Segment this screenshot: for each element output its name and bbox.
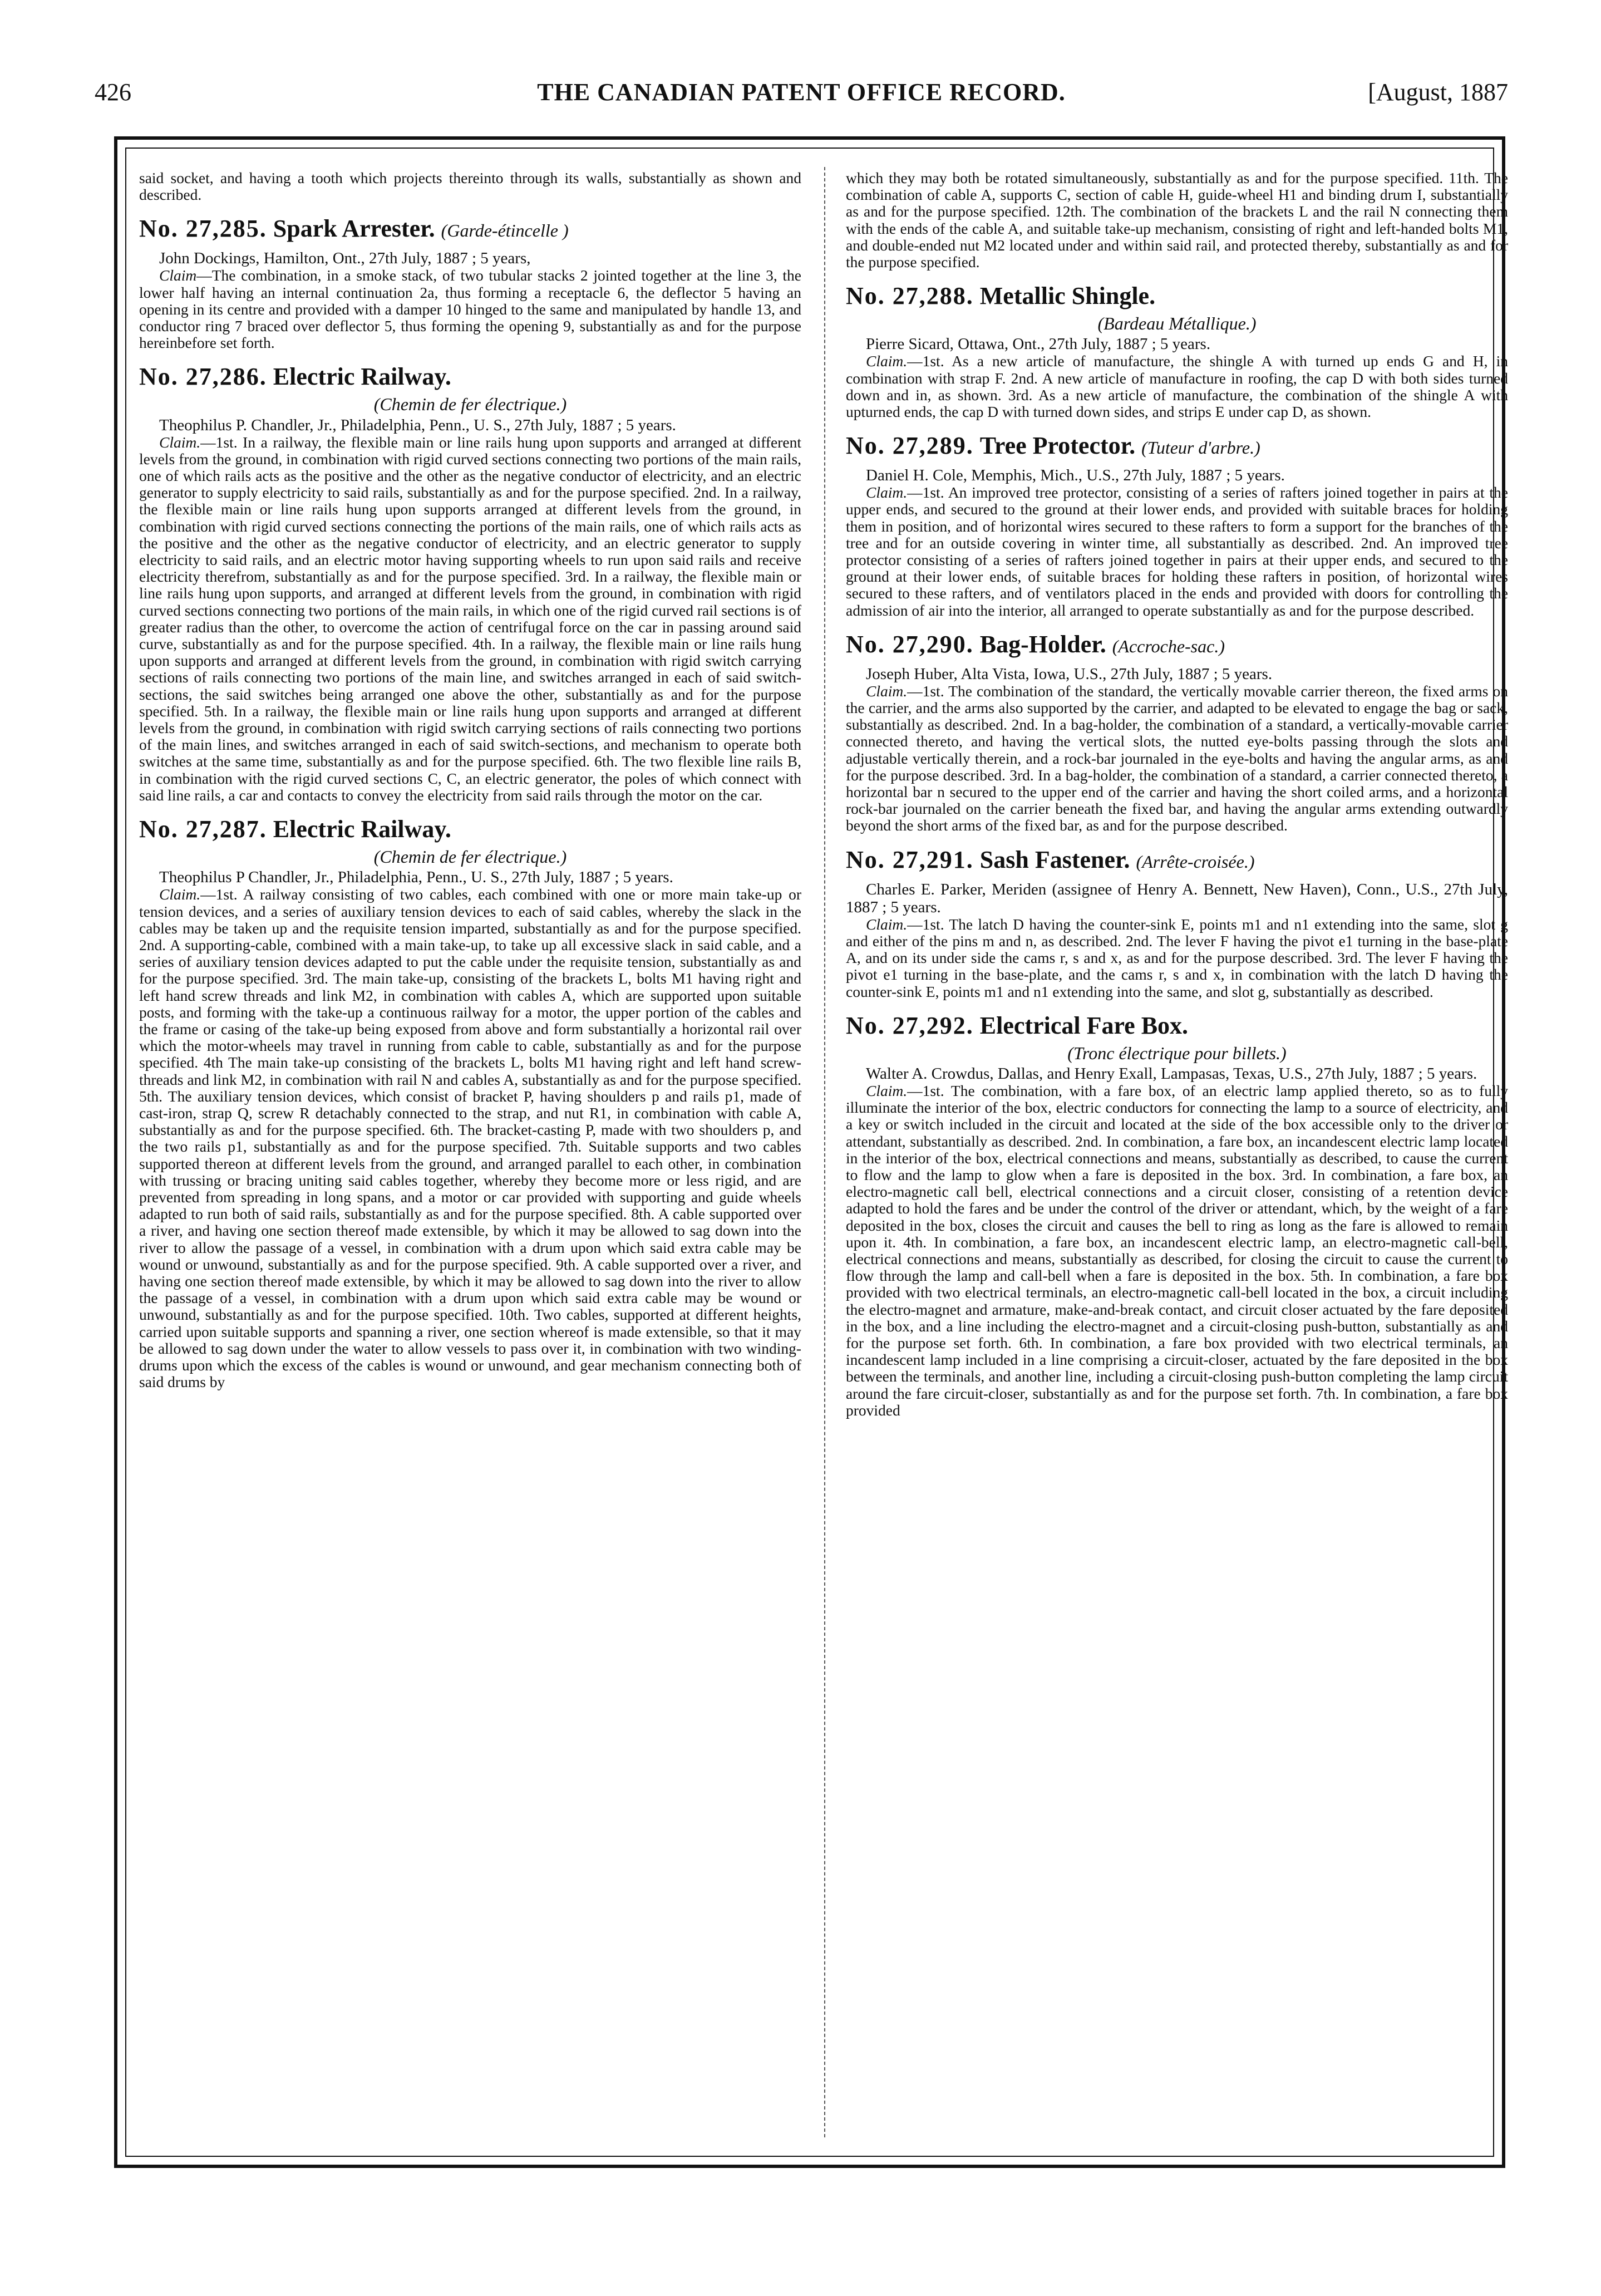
french-title: (Chemin de fer électrique.) — [373, 394, 567, 415]
right-column — [846, 170, 1508, 2135]
patent-title: Electric Railway. — [273, 815, 451, 843]
applicant: John Dockings, Hamilton, Ont., 27th July, 1887 ; 5 years, — [159, 249, 531, 268]
patent-entry — [846, 631, 1508, 834]
page-number: 426 — [95, 78, 131, 106]
claim-label: Claim. — [159, 886, 201, 903]
claim-body: —1st. The combination of the standard, the vertically movable carrier thereon, the fixed arms on the carrier, and the arms also supported by the carrier, and adapted to be elevated to engage the bag or sack, substantially as described. 2nd. In a bag-holder, the combination of a standard, a vertically-movable carrier connected thereto, and having the vertical slots, the nutted eye-bolts passing through the slots and adjustable vertically therein, and a rock-bar journaled in the eye-bolts and having the angular arms, as and for the purpose described. 3rd. In a bag-holder, the combination of a standard, a carrier connected thereto, a horizontal bar n secured to the upper end of the carrier and having the short coiled arms, and a horizontal rock-bar journaled on the carrier beneath the fixed bar, and having the angular arms extending outwardly beyond the short arms of the fixed bar, as and for the purpose described. — [846, 682, 1508, 834]
entry-heading — [846, 631, 1508, 660]
claim-body: —1st. In a railway, the flexible main or line rails hung upon supports and arranged at different levels from the ground, in combination with rigid curved sections connecting two portions of the main rails, one of which rails acts as the positive and the other as the negative conductor of electricity, and an electric generator to supply electricity to said rails, substantially as and for the purpose specified. 2nd. In a railway, the flexible main or line rails hung upon supports arranged at different levels from the ground, in combination with rigid curved sections connecting the portions of the main rails, one of which rails acts as the positive and the other as the negative conductor of electricity, and an electric generator to supply electricity to said rails, and an electric motor having supporting wheels to run upon said rails and receive electricity therefrom, substantially as and for the purpose specified. 3rd. In a railway, the flexible main or line rails hung upon supports, and arranged at different levels from the ground, in combination with rigid curved sections connecting two portions of the main rails, in which one of the rigid curved rail sections is of greater radius than the other, to overcome the action of centrifugal force on the car in passing around said curve, substantially as and for the purpose specified. 4th. In a railway, the flexible main or line rails hung upon supports and arranged at different levels from the ground, in combination with rigid switch carrying sections of rails connecting two portions of the main line, and switches arranged in each of said switch-sections, the said switches being arranged one above the other, substantially as and for the purpose specified. 5th. In a railway, the flexible main or line rails hung upon supports and arranged at different levels from the ground, in combination with rigid switch carrying sections of rails connecting two portions of the main lines, and switches arranged in each of said switch-sections, and mechanism to operate both switches at the same time, substantially as and for the purpose specified. 6th. The two flexible line rails B, in combination with the rigid curved sections C, C, an electric generator, the poles of which connect with said line rails, a car and contacts to convey the electricity from said rails through the motor on the car. — [139, 433, 801, 804]
patent-number: No. 27,289. — [846, 432, 974, 460]
patent-number: No. 27,286. — [139, 363, 267, 391]
patent-entry — [139, 363, 801, 804]
french-title: (Tuteur d'arbre.) — [1141, 437, 1260, 458]
claim-body: —The combination, in a smoke stack, of two tubular stacks 2 jointed together at the line 3, the lower half having an internal continuation 2a, thus forming a receptacle 6, the deflector 5 having an opening in its centre and provided with a damper 10 hinged to the same and manipulated by handle 13, and conductor ring 7 braced over deflector 5, thus forming the opening 9, substantially as and for the purpose hereinbefore set forth. — [139, 267, 801, 352]
applicant: Walter A. Crowdus, Dallas, and Henry Exall, Lampasas, Texas, U.S., 27th July, 1887 ; 5 years. — [866, 1064, 1477, 1083]
column-divider — [824, 167, 825, 2137]
entry-heading — [139, 363, 801, 390]
claim-text — [846, 353, 1508, 420]
patent-entry — [846, 283, 1508, 420]
french-title: (Chemin de fer électrique.) — [373, 847, 567, 867]
claim-body: —1st. The latch D having the counter-sink E, points m1 and n1 extending into the same, slot g and either of the pins m and n, as described. 2nd. The lever F having the pivot e1 turning in the base-plate A, and on its under side the cams r, s and x, as and for the purpose described. 3rd. The lever F having the pivot e1 turning in the base-plate, and the cams r, s and x, in combination with the latch D having the counter-sink E, points m1 and n1 extending into the same, and slot g, substantially as described. — [846, 915, 1508, 1000]
patent-number: No. 27,291. — [846, 845, 974, 873]
claim-label: Claim — [159, 267, 197, 284]
french-title: (Tronc électrique pour billets.) — [1067, 1043, 1287, 1063]
claim-body: —1st. As a new article of manufacture, the shingle A with turned up ends G and H, in combination with strap F. 2nd. A new article of manufacture in roofing, the cap D with both sides turned down and in, as shown. 3rd. As a new article of manufacture, the combination of the shingle A with upturned ends, the cap D with turned down sides, and strips E under cap D, as shown. — [846, 352, 1508, 421]
patent-title: Metallic Shingle. — [979, 282, 1156, 310]
publication-title: THE CANADIAN PATENT OFFICE RECORD. — [537, 78, 1066, 106]
french-title: (Arrête-croisée.) — [1136, 851, 1255, 872]
entry-heading — [139, 816, 801, 843]
claim-text — [139, 434, 801, 804]
claim-label: Claim. — [866, 1081, 908, 1099]
patent-title: Sash Fastener. — [979, 845, 1130, 873]
french-title: (Garde-étincelle ) — [441, 220, 569, 241]
continuation-text: which they may both be rotated simultaneously, substantially as and for the purpose specified. 11th. The combination of cable A, supports C, section of cable H, guide-wheel H1 and binding drum I, substantially as and for the purpose specified. 12th. The combination of the brackets L and the rail N connecting them with the ends of the cable A, and suitable take-up mechanism, consisting of right and left-handed bolts M1, and double-ended nut M2 located under and within said rail, and protected thereby, substantially as and for the purpose specified. — [846, 170, 1508, 271]
patent-entry — [139, 816, 801, 1390]
claim-label: Claim. — [866, 484, 908, 502]
issue-date: [August, 1887 — [1368, 78, 1508, 106]
claim-text — [846, 683, 1508, 834]
claim-text — [139, 267, 801, 351]
patent-entry — [846, 1012, 1508, 1419]
patent-number: No. 27,285. — [139, 215, 267, 243]
claim-text — [846, 484, 1508, 619]
applicant: Joseph Huber, Alta Vista, Iowa, U.S., 27th July, 1887 ; 5 years. — [866, 665, 1273, 683]
claim-body: —1st. A railway consisting of two cables, each combined with one or more main take-up or tension devices, and a series of auxiliary tension devices to each of said cables, whereby the slack in the cables may be taken up and the requisite tension imparted, substantially as and for the purpose specified. 2nd. A supporting-cable, combined with a main take-up, to take up all excessive slack in said cable, and a series of auxiliary tension devices adapted to put the cable under the requisite tension, substantially as and for the purpose specified. 3rd. The main take-up, consisting of the brackets L, bolts M1 having right and left hand screw threads and link M2, in combination with cables A, which are supported upon suitable posts, and forming with the take-up a continuous railway for a motor, the upper portion of the cables and the frame or casing of the take-up being exposed from above and form substantially a horizontal rail over which the motor-wheels may travel in running from cable to cable, substantially as and for the purpose specified. 4th The main take-up consisting of the brackets L, bolts M1 having right and left hand screw-threads and link M2, in combination with rail N and cables A, substantially as and for the purpose specified. 5th. The auxiliary tension devices, which consist of bracket P, having shoulders p and rails p1, made of cast-iron, strap Q, screw R detachably connected to the strap, and nut R1, in combination with cable A, substantially as and for the purpose specified. 6th. The bracket-casting P, made with two shoulders p, and the two rails p1, substantially as and for the purpose specified. 7th. Suitable supports and two cables supported thereon at different levels from the ground, and arranged parallel to each other, in combination with trussing or bracing uniting said cables together, whereby they become more or less rigid, and are prevented from spreading in long spans, and a motor or car provided with supporting and guide wheels adapted to run both of said rails, substantially as and for the purpose specified. 8th. A cable supported over a river, and having one section thereof made extensible, by which it may be allowed to sag down into the river to allow the passage of a vessel, in combination with a drum upon which said extra cable may be wound or unwound, substantially as and for the purpose specified. 9th. A cable supported over a river, and having one section thereof made extensible, by which it may be allowed to sag down into the river to allow the passage of a vessel, in combination with a drum upon which said extra cable may be wound or unwound, substantially as and for the purpose specified. 10th. Two cables, supported at different heights, carried upon suitable supports and spanning a river, one section whereof is made extensible, so that it may be allowed to sag down under the water to allow vessels to pass over it, in combination with two winding-drums upon which the excess of the cables is wound or unwound, and gear mechanism connecting both of said drums by — [139, 886, 801, 1391]
claim-label: Claim. — [159, 433, 201, 451]
patent-number: No. 27,288. — [846, 282, 974, 310]
patent-number: No. 27,287. — [139, 815, 267, 843]
left-column — [139, 170, 801, 2135]
applicant: Theophilus P. Chandler, Jr., Philadelphia, Penn., U. S., 27th July, 1887 ; 5 years. — [159, 416, 676, 434]
applicant: Charles E. Parker, Meriden (assignee of Henry A. Bennett, New Haven), Conn., U.S., 27th July, 1887 ; 5 years. — [846, 880, 1508, 916]
claim-text — [139, 886, 801, 1390]
patent-title: Bag-Holder. — [979, 630, 1106, 658]
entry-heading — [846, 1012, 1508, 1039]
entry-heading — [846, 283, 1508, 309]
patent-number: No. 27,292. — [846, 1011, 974, 1039]
page-header — [95, 78, 1508, 117]
patent-title: Electrical Fare Box. — [979, 1011, 1189, 1039]
patent-title: Electric Railway. — [273, 363, 451, 391]
applicant: Theophilus P Chandler, Jr., Philadelphia, Penn., U. S., 27th July, 1887 ; 5 years. — [159, 868, 673, 887]
patent-entry — [846, 847, 1508, 1000]
entry-heading — [139, 215, 801, 244]
french-title: (Accroche-sac.) — [1112, 636, 1225, 656]
entry-heading — [846, 432, 1508, 461]
claim-label: Claim. — [866, 915, 908, 933]
claim-body: —1st. The combination, with a fare box, of an electric lamp applied thereto, so as to fully illuminate the interior of the box, electric conductors for connecting the lamp to a source of electricity, and a key or switch included in the circuit and located at the side of the box accessible only to the driver or attendant, substantially as described. 2nd. In combination, a fare box, an incandescent electric lamp located in the interior of the box, electrical connections and means, substantially as described, to cause the current to flow and the lamp to glow when a fare is deposited in the box. 3rd. In combination, a fare box, an electro-magnetic call bell, electrical connections and a circuit closer, consisting of a retention device adapted to hold the fares and be under the control of the driver or attendant, which, by the weight of a fare deposited in the box, closes the circuit and causes the bell to ring as long as the fare is allowed to remain upon it. 4th. In combination, a fare box, an incandescent electric lamp, an electro-magnetic call-bell, electrical connections and means, substantially as described, for closing the circuit to cause the current to flow through the lamp and call-bell when a fare is deposited in the box. 5th. In combination, a fare box provided with two electrical terminals, an electro-magnetic call-bell located in the box, a circuit including the electro-magnet and armature, make-and-break contact, and circuit closer actuated by the fare deposited in the box, and a line including the electro-magnet and a circuit-closing push-button, substantially as and for the purpose set forth. 6th. In combination, a fare box provided with two electrical terminals, an incandescent lamp included in a line comprising a circuit-closer, actuated by the fare deposited in the box between the terminals, and another line, including a circuit-closing push-button completing the lamp circuit around the fare circuit-closer, substantially as and for the purpose set forth. 7th. In combination, a fare box provided — [846, 1081, 1508, 1419]
applicant: Pierre Sicard, Ottawa, Ont., 27th July, 1887 ; 5 years. — [866, 335, 1211, 353]
claim-text — [846, 1083, 1508, 1419]
applicant: Daniel H. Cole, Memphis, Mich., U.S., 27th July, 1887 ; 5 years. — [866, 466, 1285, 485]
patent-title: Spark Arrester. — [273, 215, 435, 243]
claim-text — [846, 916, 1508, 1000]
patent-number: No. 27,290. — [846, 630, 974, 658]
patent-title: Tree Protector. — [979, 432, 1136, 460]
claim-label: Claim. — [866, 682, 908, 700]
patent-entry — [139, 215, 801, 351]
claim-body: —1st. An improved tree protector, consisting of a series of rafters joined together in pairs at the upper ends, and secured to the ground at their lower ends, and provided with suitable braces for holding them in position, and of horizontal wires secured to these rafters to form a support for the branches of the tree and for an outside covering in winter time, all substantially as described. 2nd. An improved tree protector consisting of a series of rafters joined together in pairs at their upper ends, and secured to the ground at their lower ends, of suitable braces for holding these rafters in position, of horizontal wires secured to these rafters, and of ventilators placed in the ends and provided with doors for controlling the admission of air into the interior, all arranged to operate substantially as and for the purpose described. — [846, 484, 1508, 619]
french-title: (Bardeau Métallique.) — [1097, 313, 1257, 334]
entry-heading — [846, 847, 1508, 875]
claim-label: Claim. — [866, 352, 908, 370]
continuation-text: said socket, and having a tooth which projects thereinto through its walls, substantially as shown and described. — [139, 170, 801, 204]
patent-entry — [846, 432, 1508, 619]
